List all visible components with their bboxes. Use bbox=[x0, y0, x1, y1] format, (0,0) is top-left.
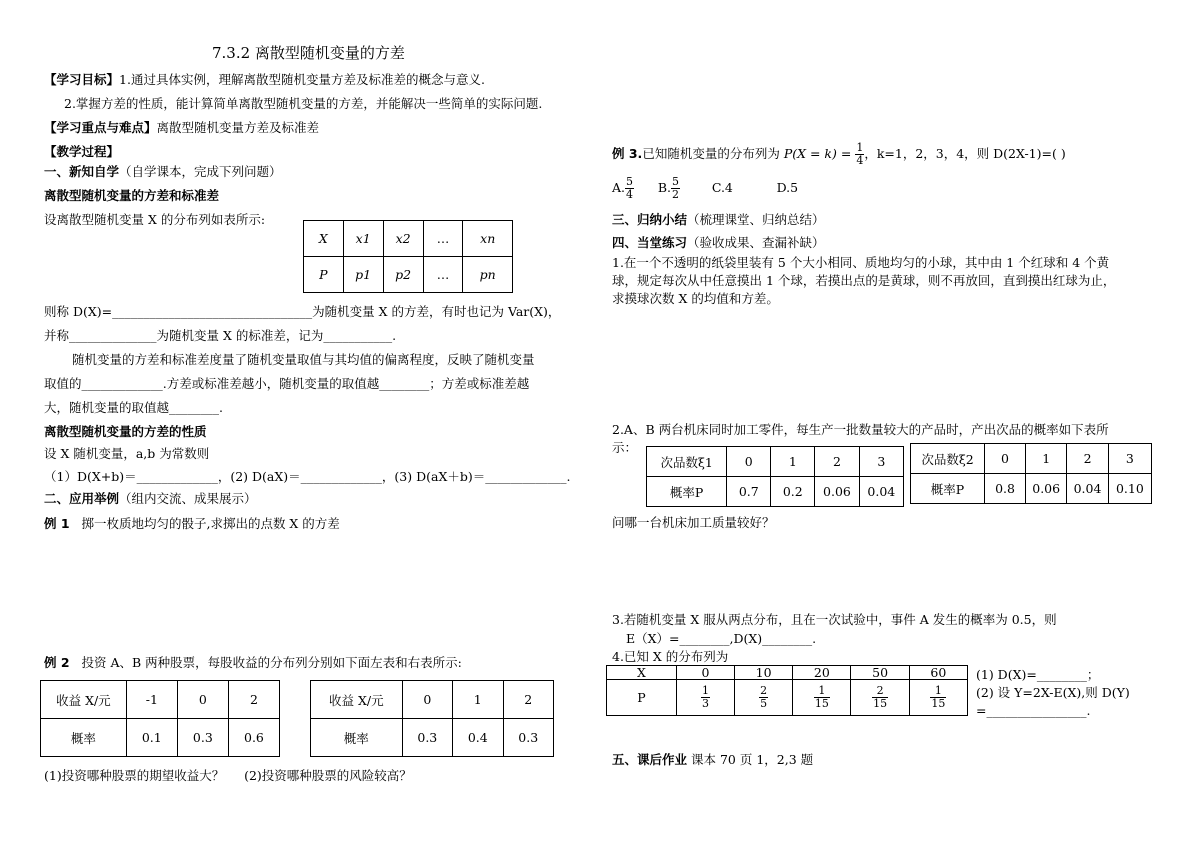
goal-label: 【学习目标】 bbox=[44, 72, 120, 87]
section-2-title: 二、应用举例 bbox=[44, 491, 120, 506]
table-cell: 0.2 bbox=[771, 477, 815, 507]
table-cell bbox=[735, 680, 793, 716]
table-cell: 0.7 bbox=[727, 477, 771, 507]
table-cell: X bbox=[304, 221, 344, 257]
table-cell bbox=[793, 680, 851, 716]
table-cell: 2 bbox=[503, 681, 554, 719]
table-cell: p2 bbox=[383, 257, 423, 293]
table-cell: 收益 X/元 bbox=[311, 681, 403, 719]
example-3-label: 例 3. bbox=[612, 146, 643, 161]
practice-3-line-1: 3.若随机变量 X 服从两点分布，且在一次试验中，事件 A 发生的概率为 0.5，则 bbox=[612, 612, 1057, 627]
practice-3-line-2: E（X）=________,D(X)________. bbox=[626, 631, 817, 646]
table-cell: 0 bbox=[727, 447, 771, 477]
table-cell: 0 bbox=[676, 666, 734, 680]
table-cell: P bbox=[304, 257, 344, 293]
table-cell: 0.10 bbox=[1108, 474, 1151, 504]
table-cell: 0.04 bbox=[1067, 474, 1108, 504]
table-cell: 3 bbox=[1108, 444, 1151, 474]
subsection-variance-def: 离散型随机变量的方差和标准差 bbox=[44, 188, 220, 203]
table-cell: … bbox=[423, 221, 463, 257]
practice-1-line-1: 1.在一个不透明的纸袋里装有 5 个大小相同、质地均匀的小球，其中由 1 个红球和 4 个黄 bbox=[612, 255, 1110, 270]
table-cell: 概率P bbox=[647, 477, 727, 507]
table-cell: 0.06 bbox=[1026, 474, 1067, 504]
option-c: C.4 bbox=[711, 180, 733, 195]
set-distribution-text: 设离散型随机变量 X 的分布列如表所示: bbox=[44, 212, 266, 227]
goal-1: 1.通过具体实例，理解离散型随机变量方差及标准差的概念与意义. bbox=[119, 72, 485, 87]
table-cell: 1 bbox=[1026, 444, 1067, 474]
option-a-fraction: $\frac{5}{4}$ bbox=[626, 175, 634, 201]
table-cell: 次品数ξ1 bbox=[647, 447, 727, 477]
table-cell: 0.04 bbox=[859, 477, 903, 507]
table-cell: 0.8 bbox=[985, 474, 1026, 504]
example-1-text: 掷一枚质地均匀的骰子,求掷出的点数 X 的方差 bbox=[81, 516, 340, 531]
fraction: $\frac{1}{3}$ bbox=[701, 684, 709, 710]
table-cell: 收益 X/元 bbox=[41, 681, 127, 719]
example-2-q2: (2)投资哪种股票的风险较高？ bbox=[244, 768, 412, 783]
table-cell: 概率 bbox=[311, 719, 403, 757]
example-3-formula: P(X = k) = bbox=[783, 146, 852, 161]
table-cell: 2 bbox=[815, 447, 859, 477]
table-cell: 概率P bbox=[911, 474, 985, 504]
definition-line-2: 并称______________为随机变量 X 的标准差，记为___________. bbox=[44, 328, 397, 343]
section-1-title: 一、新知自学 bbox=[44, 164, 120, 179]
section-4-title: 四、当堂练习 bbox=[612, 235, 688, 250]
key-points bbox=[44, 120, 319, 136]
example-3-post: ，k=1，2，3，4，则 D(2X-1)=( ) bbox=[864, 146, 1066, 161]
table-cell: 3 bbox=[859, 447, 903, 477]
practice-2-line-1: 2.A、B 两台机床同时加工零件，每生产一批数量较大的产品时，产出次品的概率如下表所 bbox=[612, 422, 1109, 437]
table-cell: -1 bbox=[126, 681, 177, 719]
fraction: $\frac{1}{15}$ bbox=[931, 684, 946, 710]
practice-4-line-1: 4.已知 X 的分布列为 bbox=[612, 649, 729, 664]
machine-b-table bbox=[910, 443, 1152, 504]
practice-4-q2: (2) 设 Y=2X-E(X),则 D(Y) bbox=[976, 685, 1130, 700]
section-2-heading bbox=[44, 491, 257, 507]
machine-a-table bbox=[646, 446, 904, 507]
example-1-label: 例 1 bbox=[44, 516, 70, 531]
fraction: $\frac{1}{15}$ bbox=[814, 684, 829, 710]
example-3-fraction: $\frac{1}{4}$ bbox=[856, 141, 864, 167]
stock-a-table bbox=[40, 680, 280, 757]
section-4-heading bbox=[612, 235, 825, 251]
paragraph-line-2: 取值的_____________.方差或标准差越小，随机变量的取值越________；方差或标准差越 bbox=[44, 376, 530, 391]
table-cell: 0.3 bbox=[177, 719, 228, 757]
option-a: A. $\frac{5}{4}$ bbox=[612, 175, 634, 201]
fraction: $\frac{2}{5}$ bbox=[760, 684, 768, 710]
table-cell bbox=[851, 680, 909, 716]
table-cell: 60 bbox=[909, 666, 967, 680]
stock-b-table bbox=[310, 680, 554, 757]
table-cell: … bbox=[423, 257, 463, 293]
table-cell: xn bbox=[463, 221, 513, 257]
example-1 bbox=[44, 516, 340, 532]
option-b-fraction: $\frac{5}{2}$ bbox=[672, 175, 680, 201]
practice-4-q3: =________________. bbox=[976, 703, 1091, 718]
section-5-text: 课本 70 页 1，2,3 题 bbox=[691, 752, 814, 767]
table-cell: 0.06 bbox=[815, 477, 859, 507]
learning-goals bbox=[44, 72, 485, 88]
table-cell: 0 bbox=[402, 681, 452, 719]
section-4-note: （验收成果、查漏补缺） bbox=[687, 235, 825, 250]
process-label: 【教学过程】 bbox=[44, 144, 120, 159]
paragraph-line-3: 大，随机变量的取值越________. bbox=[44, 400, 223, 415]
option-b: B. $\frac{5}{2}$ bbox=[657, 175, 680, 201]
example-3-options bbox=[612, 176, 798, 201]
example-2-questions bbox=[44, 768, 412, 784]
fraction: $\frac{2}{15}$ bbox=[873, 684, 888, 710]
definition-line-1: 则称 D(X)=________________________________为随机变量 X 的方差，有时也记为 Var(X)， bbox=[44, 304, 561, 319]
section-2-note: （组内交流、成果展示） bbox=[119, 491, 257, 506]
key-label: 【学习重点与难点】 bbox=[44, 120, 157, 135]
table-cell: 0 bbox=[985, 444, 1026, 474]
key-text: 离散型随机变量方差及标准差 bbox=[156, 120, 320, 135]
section-3-note: （梳理课堂、归纳总结） bbox=[687, 212, 825, 227]
table-cell: 0.3 bbox=[503, 719, 554, 757]
table-cell: 1 bbox=[771, 447, 815, 477]
table-cell: 次品数ξ2 bbox=[911, 444, 985, 474]
subsection-properties: 离散型随机变量的方差的性质 bbox=[44, 424, 207, 439]
table-cell: X bbox=[607, 666, 677, 680]
practice-1-line-2: 球，规定每次从中任意摸出 1 个球，若摸出点的是黄球，则不再放回，直到摸出红球为止， bbox=[612, 273, 1116, 288]
table-cell: 0 bbox=[177, 681, 228, 719]
table-cell: 2 bbox=[228, 681, 279, 719]
table-cell: 2 bbox=[1067, 444, 1108, 474]
table-cell: pn bbox=[463, 257, 513, 293]
practice-4-q1: (1) D(X)=________； bbox=[976, 667, 1100, 682]
practice-2-line-2: 示： bbox=[612, 440, 638, 455]
table-cell bbox=[676, 680, 734, 716]
example-2-text: 投资 A、B 两种股票，每股收益的分布列分别如下面左表和右表所示: bbox=[81, 655, 462, 670]
example-2-q1: (1)投资哪种股票的期望收益大？ bbox=[44, 768, 225, 783]
properties-set: 设 X 随机变量，a,b 为常数则 bbox=[44, 446, 210, 461]
example-2 bbox=[44, 655, 462, 671]
table-cell: x2 bbox=[383, 221, 423, 257]
goal-2: 2.掌握方差的性质，能计算简单离散型随机变量的方差，并能解决一些简单的实际问题. bbox=[64, 96, 543, 111]
section-1-heading bbox=[44, 164, 282, 180]
table-cell: 50 bbox=[851, 666, 909, 680]
example-2-label: 例 2 bbox=[44, 655, 70, 670]
table-cell: 0.4 bbox=[453, 719, 503, 757]
section-5-title: 五、课后作业 bbox=[612, 752, 688, 767]
section-5-homework bbox=[612, 752, 813, 768]
section-1-note: （自学课本，完成下列问题） bbox=[119, 164, 282, 179]
table-cell: 20 bbox=[793, 666, 851, 680]
table-cell: 0.3 bbox=[402, 719, 452, 757]
section-3-heading bbox=[612, 212, 825, 228]
table-cell: P bbox=[607, 680, 677, 716]
properties-list: （1）D(X+b)＝_____________，(2) D(aX)＝_____________，(3) D(aX＋b)＝_____________. bbox=[44, 469, 571, 484]
section-3-title: 三、归纳小结 bbox=[612, 212, 688, 227]
practice-1-line-3: 求摸球次数 X 的均值和方差。 bbox=[612, 291, 779, 306]
table-cell: p1 bbox=[343, 257, 383, 293]
table-cell: 1 bbox=[453, 681, 503, 719]
table-cell: x1 bbox=[343, 221, 383, 257]
table-cell bbox=[909, 680, 967, 716]
practice-4-table bbox=[606, 665, 968, 716]
paragraph-line-1: 随机变量的方差和标准差度量了随机变量取值与其均值的偏离程度，反映了随机变量 bbox=[72, 352, 535, 367]
page-title: 7.3.2 离散型随机变量的方差 bbox=[212, 44, 405, 62]
table-cell: 10 bbox=[735, 666, 793, 680]
table-cell: 0.6 bbox=[228, 719, 279, 757]
table-cell: 概率 bbox=[41, 719, 127, 757]
option-d: D.5 bbox=[776, 180, 799, 195]
table-cell: 0.1 bbox=[126, 719, 177, 757]
practice-2-question: 问哪一台机床加工质量较好？ bbox=[612, 515, 775, 530]
distribution-table bbox=[303, 220, 513, 293]
example-3 bbox=[612, 142, 1066, 167]
example-3-pre: 已知随机变量的分布列为 bbox=[642, 146, 780, 161]
